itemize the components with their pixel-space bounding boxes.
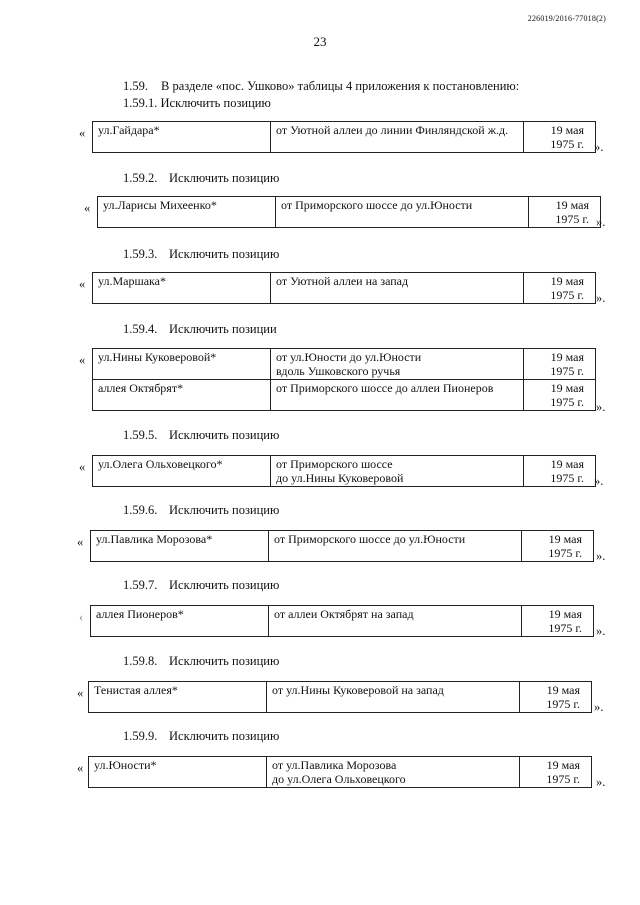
date-day: 19 мая: [546, 683, 580, 697]
quote-open: «: [77, 535, 84, 549]
quote-close: ».: [596, 215, 606, 229]
record-table: [90, 530, 594, 562]
street-name-cell: ул.Олега Ольховецкого*: [93, 456, 271, 487]
street-name-cell: ул.Ларисы Михеенко*: [98, 197, 276, 228]
intro-text: В разделе «пос. Ушково» таблицы 4 приложения к постановлению:: [161, 79, 520, 93]
street-extent-cell: от Приморского шоссе до аллеи Пионеров: [271, 380, 524, 411]
record-table: [92, 348, 596, 411]
table-row: [93, 380, 596, 411]
date-day: 19 мая: [546, 758, 580, 772]
section-number: 1.59.5.: [123, 428, 158, 442]
street-extent-cell: от Приморского шоссе до ул.Нины Куковеровой: [271, 456, 524, 487]
record-table: [90, 605, 594, 637]
section-heading: [123, 578, 279, 593]
section-heading: [123, 247, 279, 262]
section-heading: [123, 503, 279, 518]
table-row: [98, 197, 601, 228]
date-year: 1975 г.: [550, 471, 584, 485]
document-number: 226019/2016-77018(2): [527, 14, 606, 23]
section-heading-text: Исключить позицию: [169, 171, 280, 185]
street-name-cell: аллея Пионеров*: [91, 606, 269, 637]
record-table: [92, 455, 596, 487]
table-row: [93, 273, 596, 304]
record-table: [92, 121, 596, 153]
date-cell: [524, 349, 596, 380]
date-year: 1975 г.: [548, 621, 582, 635]
street-extent-cell: от Приморского шоссе до ул.Юности: [276, 197, 529, 228]
date-cell: [522, 531, 594, 562]
street-extent-cell: от Приморского шоссе до ул.Юности: [269, 531, 522, 562]
date-year: 1975 г.: [546, 772, 580, 786]
date-day: 19 мая: [550, 381, 584, 395]
section-heading-text: Исключить позицию: [169, 428, 280, 442]
street-extent-cell: от Уютной аллеи на запад: [271, 273, 524, 304]
intro-line-2: 1.59.1. Исключить позицию: [123, 96, 271, 110]
date-cell: [524, 273, 596, 304]
date-year: 1975 г.: [550, 137, 584, 151]
section-heading-text: Исключить позицию: [169, 247, 280, 261]
date-cell: [524, 380, 596, 411]
date-day: 19 мая: [550, 457, 584, 471]
street-name-cell: ул.Павлика Морозова*: [91, 531, 269, 562]
section-number: 1.59.9.: [123, 729, 158, 743]
date-day: 19 мая: [555, 198, 589, 212]
street-name-cell: ул.Юности*: [89, 757, 267, 788]
table-row: [89, 682, 592, 713]
section-heading-text: Исключить позицию: [169, 654, 280, 668]
street-name-cell: аллея Октябрят*: [93, 380, 271, 411]
date-cell: [522, 606, 594, 637]
quote-open: «: [79, 126, 86, 140]
street-extent-cell: от ул.Юности до ул.Юности вдоль Ушковского ручья: [271, 349, 524, 380]
section-number: 1.59.2.: [123, 171, 158, 185]
date-day: 19 мая: [550, 274, 584, 288]
date-year: 1975 г.: [555, 212, 589, 226]
quote-close: ».: [596, 775, 606, 789]
section-number: 1.59.8.: [123, 654, 158, 668]
date-year: 1975 г.: [546, 697, 580, 711]
record-table: [92, 272, 596, 304]
quote-close: ».: [596, 291, 606, 305]
street-name-cell: Тенистая аллея*: [89, 682, 267, 713]
street-name-cell: ул.Нины Куковеровой*: [93, 349, 271, 380]
section-heading: [123, 322, 277, 337]
intro-number: 1.59.: [123, 79, 148, 93]
date-year: 1975 г.: [550, 395, 584, 409]
section-number: 1.59.6.: [123, 503, 158, 517]
street-name-cell: ул.Маршака*: [93, 273, 271, 304]
table-row: [93, 122, 596, 153]
quote-close: ».: [594, 474, 604, 488]
table-row: [93, 349, 596, 380]
street-extent-cell: от Уютной аллеи до линии Финляндской ж.д.: [271, 122, 524, 153]
street-name-cell: ул.Гайдара*: [93, 122, 271, 153]
table-row: [91, 606, 594, 637]
date-day: 19 мая: [550, 350, 584, 364]
quote-open: «: [79, 277, 86, 291]
section-number: 1.59.4.: [123, 322, 158, 336]
date-year: 1975 г.: [550, 288, 584, 302]
street-extent-cell: от аллеи Октябрят на запад: [269, 606, 522, 637]
section-heading-text: Исключить позиции: [169, 322, 277, 336]
intro-line-1: [123, 79, 519, 94]
page-number: 23: [313, 34, 327, 49]
quote-close: ».: [594, 140, 604, 154]
quote-close: ».: [596, 624, 606, 638]
street-extent-cell: от ул.Нины Куковеровой на запад: [267, 682, 520, 713]
quote-open: «: [79, 353, 86, 367]
date-cell: [529, 197, 601, 228]
quote-open: «: [77, 686, 84, 700]
quote-close: ».: [594, 700, 604, 714]
table-row: [89, 757, 592, 788]
date-cell: [524, 122, 596, 153]
date-year: 1975 г.: [548, 546, 582, 560]
date-day: 19 мая: [548, 532, 582, 546]
quote-close: ».: [596, 549, 606, 563]
section-heading-text: Исключить позицию: [169, 729, 280, 743]
quote-close: ».: [596, 400, 606, 414]
section-heading: [123, 428, 279, 443]
date-cell: [520, 682, 592, 713]
date-cell: [524, 456, 596, 487]
table-row: [91, 531, 594, 562]
date-day: 19 мая: [550, 123, 584, 137]
section-heading-text: Исключить позицию: [169, 578, 280, 592]
record-table: [88, 756, 592, 788]
street-extent-cell: от ул.Павлика Морозова до ул.Олега Ольховецкого: [267, 757, 520, 788]
table-row: [93, 456, 596, 487]
section-heading: [123, 171, 279, 186]
quote-open: «: [77, 761, 84, 775]
date-cell: [520, 757, 592, 788]
section-heading-text: Исключить позицию: [169, 503, 280, 517]
date-year: 1975 г.: [550, 364, 584, 378]
quote-open: «: [79, 460, 86, 474]
section-heading: [123, 654, 279, 669]
quote-open: «: [84, 201, 91, 215]
section-number: 1.59.3.: [123, 247, 158, 261]
section-heading: [123, 729, 279, 744]
record-table: [88, 681, 592, 713]
record-table: [97, 196, 601, 228]
section-number: 1.59.7.: [123, 578, 158, 592]
date-day: 19 мая: [548, 607, 582, 621]
quote-open: ‹: [79, 610, 84, 624]
